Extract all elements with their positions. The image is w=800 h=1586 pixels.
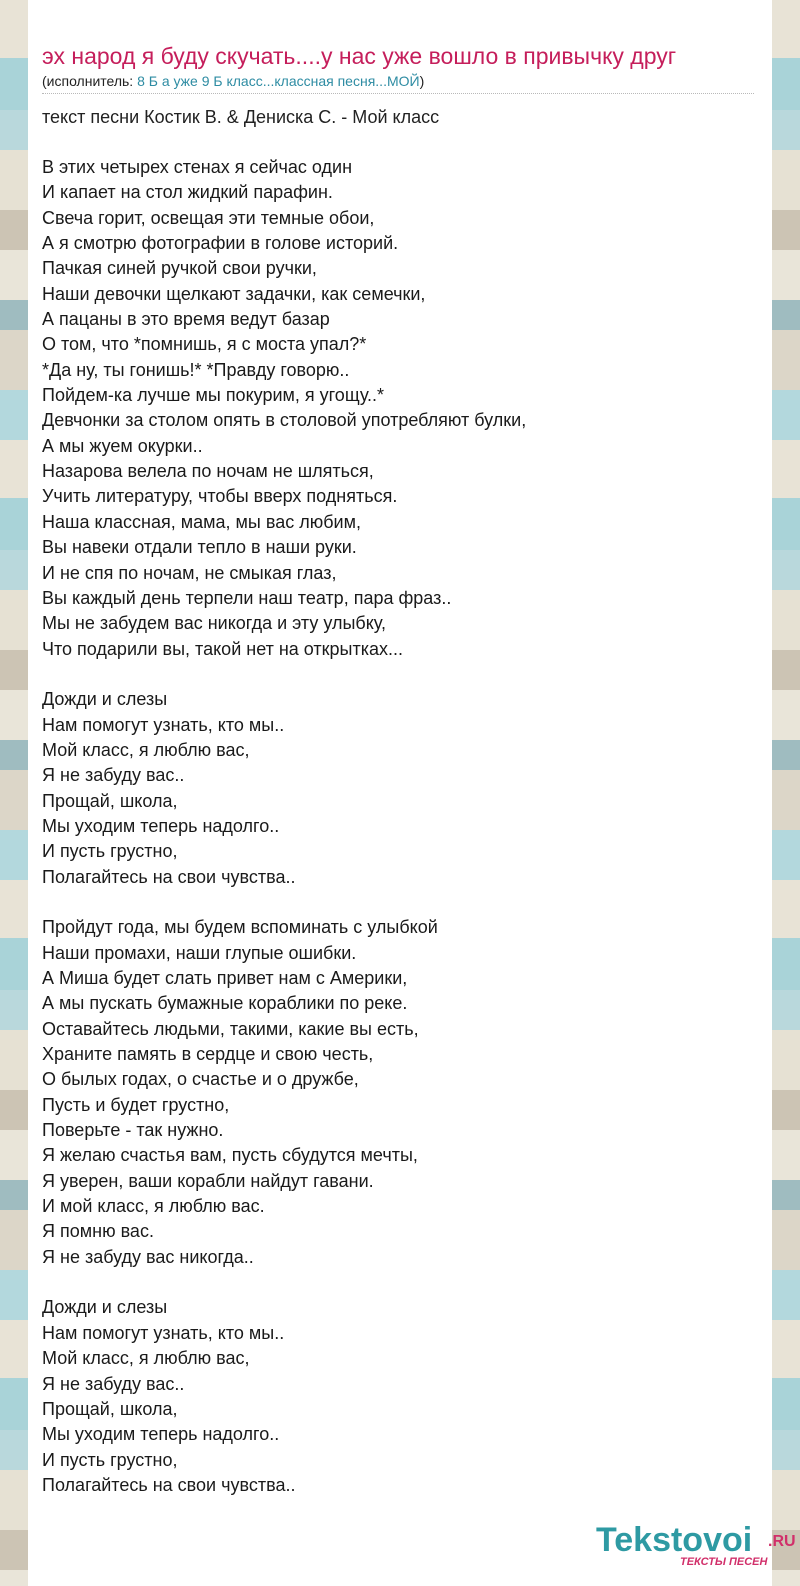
song-title: эх народ я буду скучать....у нас уже вошло в привычку друг <box>42 43 677 69</box>
lyric-line: О былых годах, о счастье и о дружбе, <box>42 1069 359 1090</box>
lyric-line: Назарова велела по ночам не шляться, <box>42 461 374 482</box>
lyric-line: Я уверен, ваши корабли найдут гавани. <box>42 1170 374 1191</box>
lyric-line: Я желаю счастья вам, пусть сбудутся мечты, <box>42 1145 418 1166</box>
lyric-line: Полагайтесь на свои чувства.. <box>42 1474 296 1495</box>
lyric-line: Нам помогут узнать, кто мы.. <box>42 1322 285 1343</box>
lyric-line: И капает на стол жидкий парафин. <box>42 182 333 203</box>
lyric-line: А пацаны в это время ведут базар <box>42 309 330 330</box>
lyric-line: Оставайтесь людьми, такими, какие вы есть, <box>42 1018 419 1039</box>
lyric-line: Пусть и будет грустно, <box>42 1094 230 1115</box>
artist-suffix: ) <box>419 73 425 89</box>
site-logo[interactable] <box>596 1520 796 1568</box>
lyric-line: *Да ну, ты гонишь!* *Правду говорю.. <box>42 359 350 380</box>
lyrics-heading: текст песни Костик В. & Дениска С. - Мой класс <box>42 107 440 127</box>
lyric-line: А мы пускать бумажные кораблики по реке. <box>42 993 408 1014</box>
lyric-line: И пусть грустно, <box>42 1449 178 1470</box>
lyric-line: Прощай, школа, <box>42 1398 178 1419</box>
logo-text: Tekstovoi <box>596 1521 753 1559</box>
lyric-line: Пройдут года, мы будем вспоминать с улыбкой <box>42 917 438 938</box>
divider <box>42 93 754 94</box>
artist-line <box>42 72 762 90</box>
lyric-line: Прощай, школа, <box>42 790 178 811</box>
lyric-line: Я не забуду вас.. <box>42 1373 185 1394</box>
lyric-line: О том, что *помнишь, я с моста упал?* <box>42 334 367 355</box>
lyric-line: Нам помогут узнать, кто мы.. <box>42 714 285 735</box>
lyric-line: Мы уходим теперь надолго.. <box>42 815 280 836</box>
lyric-line: Дожди и слезы <box>42 689 168 710</box>
lyric-line: В этих четырех стенах я сейчас один <box>42 157 353 177</box>
lyric-line: Учить литературу, чтобы вверх подняться. <box>42 486 398 507</box>
artist-link[interactable]: 8 Б а уже 9 Б класс...классная песня...МОЙ <box>137 73 420 89</box>
lyric-line: А Миша будет слать привет нам с Америки, <box>42 968 408 988</box>
lyric-line: Наши промахи, наши глупые ошибки. <box>42 942 357 963</box>
stanza-break <box>42 890 762 915</box>
lyric-line: А мы жуем окурки.. <box>42 435 203 456</box>
lyric-line: Мой класс, я люблю вас, <box>42 739 250 760</box>
lyric-line: Мы не забудем вас никогда и эту улыбку, <box>42 613 387 634</box>
lyric-line: Что подарили вы, такой нет на открытках... <box>42 638 404 659</box>
logo-tagline: ТЕКСТЫ ПЕСЕН <box>680 1556 768 1568</box>
lyric-line: Пачкая синей ручкой свои ручки, <box>42 258 317 279</box>
lyric-line: Свеча горит, освещая эти темные обои, <box>42 207 375 228</box>
stanza-break <box>42 662 762 687</box>
lyric-line: Поверьте - так нужно. <box>42 1120 224 1141</box>
lyric-line: Вы навеки отдали тепло в наши руки. <box>42 537 357 558</box>
lyric-line: Мой класс, я люблю вас, <box>42 1348 250 1369</box>
lyric-line: Мы уходим теперь надолго.. <box>42 1424 280 1445</box>
lyric-line: А я смотрю фотографии в голове историй. <box>42 233 399 254</box>
lyric-line: Девчонки за столом опять в столовой употребляют булки, <box>42 410 527 431</box>
lyric-line: И не спя по ночам, не смыкая глаз, <box>42 562 337 583</box>
lyric-line: Храните память в сердце и свою честь, <box>42 1044 374 1065</box>
content-panel <box>28 0 796 1586</box>
lyric-line: Наша классная, мама, мы вас любим, <box>42 511 361 532</box>
lyric-line: Пойдем-ка лучше мы покурим, я угощу..* <box>42 385 385 406</box>
logo-domain: .RU <box>768 1533 796 1550</box>
lyric-line: Я не забуду вас никогда.. <box>42 1246 254 1267</box>
lyric-line: И пусть грустно, <box>42 841 178 862</box>
stanza-break <box>42 1270 762 1295</box>
lyric-line: Я не забуду вас.. <box>42 765 185 786</box>
lyric-line: Дожди и слезы <box>42 1297 168 1318</box>
lyrics-body <box>42 155 762 1498</box>
artist-prefix: (исполнитель: <box>42 73 138 89</box>
lyric-line: Наши девочки щелкают задачки, как семечки, <box>42 283 426 304</box>
lyric-line: И мой класс, я люблю вас. <box>42 1196 265 1217</box>
lyric-line: Вы каждый день терпели наш театр, пара фраз.. <box>42 587 452 608</box>
lyric-line: Я помню вас. <box>42 1221 154 1242</box>
lyric-line: Полагайтесь на свои чувства.. <box>42 866 296 887</box>
